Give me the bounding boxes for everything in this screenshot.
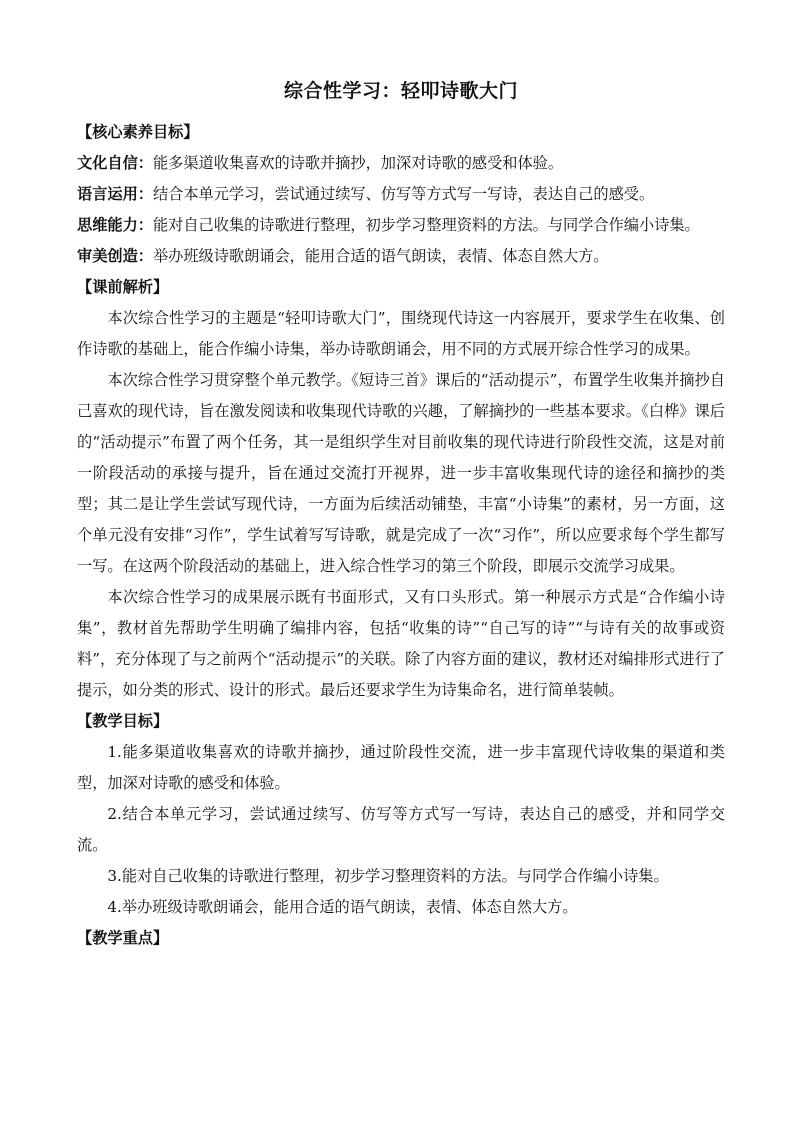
document-page [77,68,725,954]
goal-item: 2.结合本单元学习，尝试通过续写、仿写等方式写一写诗，表达自己的感受，并和同学交流。 [77,805,725,854]
section-heading-core: 【核心素养目标】 [77,123,199,141]
goal-item: 1.能多渠道收集喜欢的诗歌并摘抄，通过阶段性交流，进一步丰富现代诗收集的渠道和类型，加深对诗歌的感受和体验。 [77,743,725,792]
core-item [77,148,725,179]
core-item-text: 结合本单元学习，尝试通过续写、仿写等方式写一写诗，表达自己的感受。 [152,185,655,203]
section-heading-analysis: 【课前解析】 [77,278,169,296]
analysis-paragraph: 本次综合性学习贯穿整个单元教学。《短诗三首》课后的“活动提示”，布置学生收集并摘抄自己喜欢的现代诗，旨在激发阅读和收集现代诗歌的兴趣，了解摘抄的一些基本要求。《白桦》课后的“活动提示”布置了两个任务，其一是组织学生对目前收集的现代诗进行阶段性交流，这是对前一阶段活动的承接与提升，旨在通过交流打开视界，进一步丰富收集现代诗的途径和摘抄的类型；其二是让学生尝试写现代诗，一方面为后续活动铺垫，丰富“小诗集”的素材，另一方面，这个单元没有安排“习作”，学生试着写写诗歌，就是完成了一次“习作”，所以应要求每个学生都写一写。在这两个阶段活动的基础上，进入综合性学习的第三个阶段，即展示交流学习成果。 [77,371,725,575]
core-item-label: 思维能力： [77,216,153,234]
analysis-paragraph: 本次综合性学习的主题是“轻叩诗歌大门”，围绕现代诗这一内容展开，要求学生在收集、创作诗歌的基础上，能合作编小诗集，举办诗歌朗诵会，用不同的方式展开综合性学习的成果。 [77,309,725,358]
section-heading-focus: 【教学重点】 [77,929,169,947]
core-item-text: 举办班级诗歌朗诵会，能用合适的语气朗读，表情、体态自然大方。 [152,247,609,265]
section-heading-goals: 【教学目标】 [77,712,169,730]
document-title: 综合性学习：轻叩诗歌大门 [283,80,518,102]
core-item-label: 审美创造： [77,247,153,265]
core-item-text: 能对自己收集的诗歌进行整理，初步学习整理资料的方法。与同学合作编小诗集。 [152,216,700,234]
goal-item: 4.举办班级诗歌朗诵会，能用合适的语气朗读，表情、体态自然大方。 [107,898,578,916]
core-item [77,241,725,272]
analysis-paragraph: 本次综合性学习的成果展示既有书面形式，又有口头形式。第一种展示方式是“合作编小诗集”，教材首先帮助学生明确了编排内容，包括“收集的诗”“自己写的诗”“与诗有关的故事或资料”，充分体现了与之前两个“活动提示”的关联。除了内容方面的建议，教材还对编排形式进行了提示，如分类的形式、设计的形式。最后还要求学生为诗集命名，进行简单装帧。 [77,588,725,699]
goal-item: 3.能对自己收集的诗歌进行整理，初步学习整理资料的方法。与同学合作编小诗集。 [107,867,669,885]
core-item [77,210,725,241]
core-item-label: 文化自信： [77,154,153,172]
core-item-label: 语言运用： [77,185,153,203]
core-item-text: 能多渠道收集喜欢的诗歌并摘抄，加深对诗歌的感受和体验。 [152,154,563,172]
core-item [77,179,725,210]
